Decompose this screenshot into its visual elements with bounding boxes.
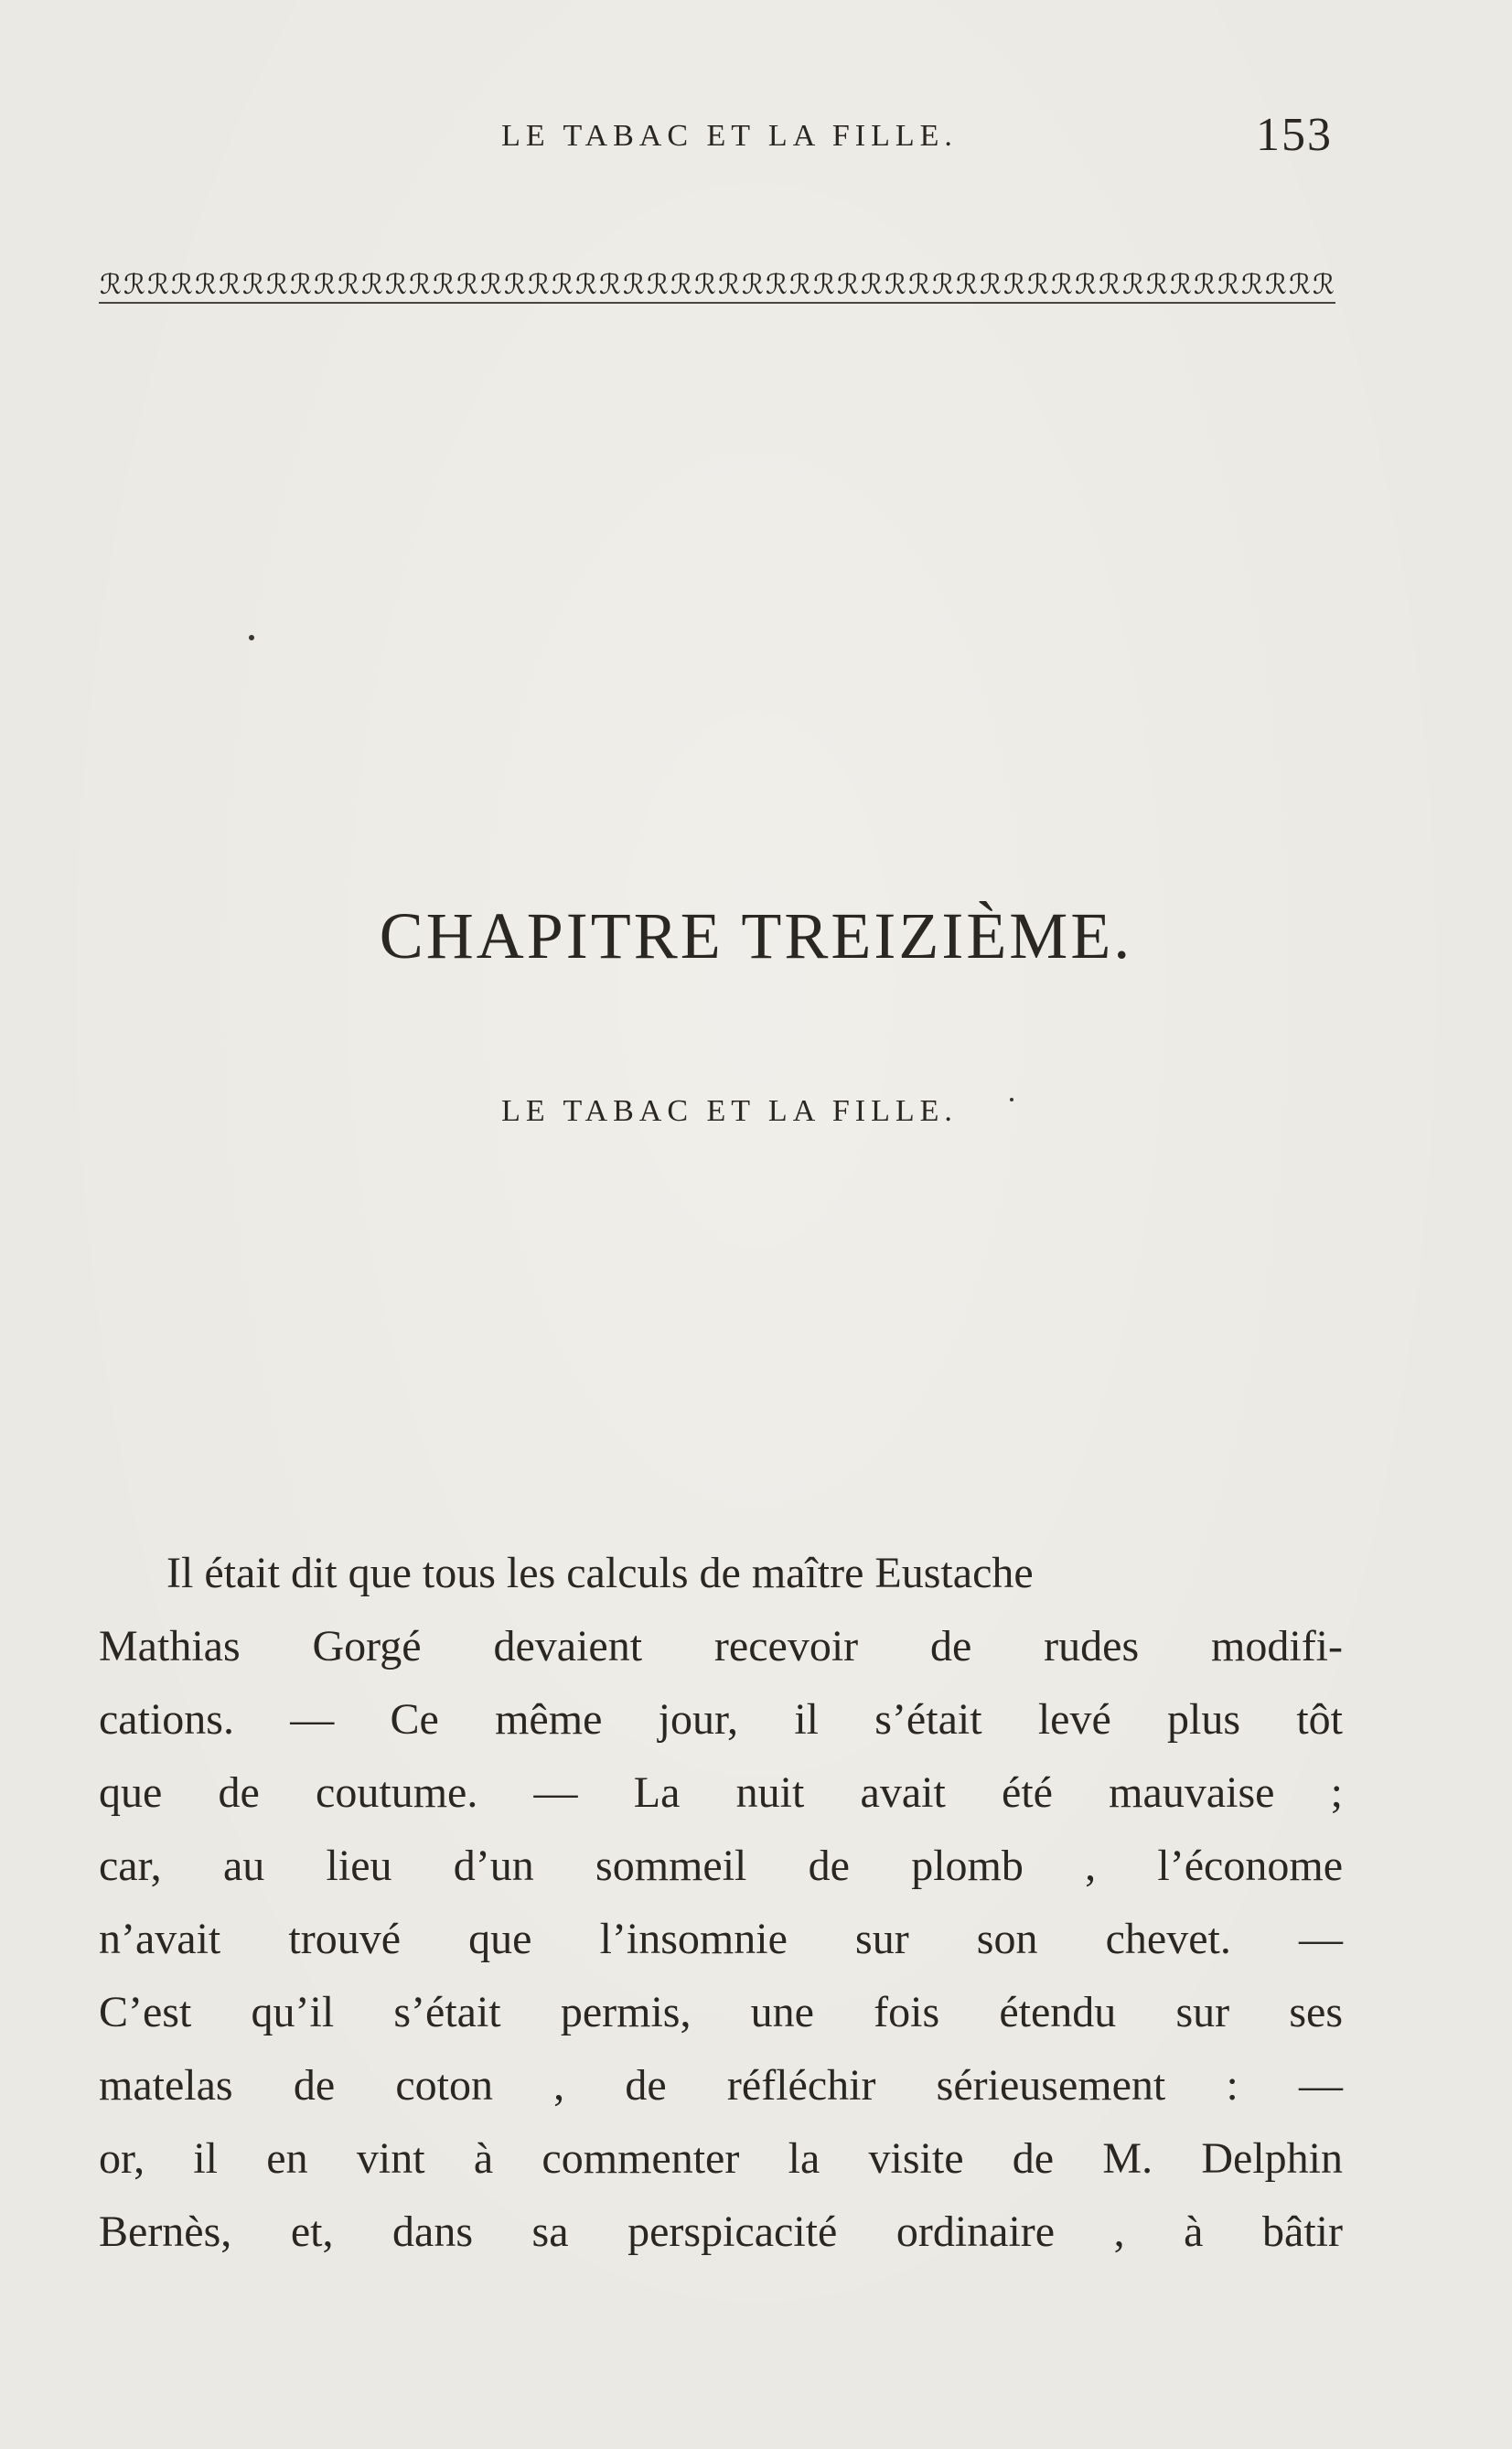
- ornament-glyph: ℛ: [385, 270, 407, 300]
- text-line: n’avait trouvé que l’insomnie sur son chevet. —: [99, 1915, 1343, 1963]
- text-line: Il était dit que tous les calculs de maître Eustache: [166, 1549, 1034, 1597]
- ornament-glyph: ℛ: [694, 270, 716, 300]
- chapter-subtitle: LE TABAC ET LA FILLE.: [501, 1094, 958, 1128]
- ornament-glyph: ℛ: [290, 270, 312, 300]
- ornament-glyph: ℛ: [575, 270, 597, 300]
- ornament-glyph: ℛ: [956, 270, 978, 300]
- ornament-glyph: ℛ: [1313, 270, 1335, 300]
- page-number: 153: [1256, 109, 1333, 161]
- running-head: [0, 108, 1512, 163]
- text-line: cations. — Ce même jour, il s’était levé plus tôt: [99, 1695, 1343, 1744]
- ornament-glyph: ℛ: [100, 270, 122, 300]
- ornamental-border: [99, 267, 1335, 304]
- ornament-glyph: ℛ: [1241, 270, 1263, 300]
- ornament-glyph: ℛ: [623, 270, 645, 300]
- ornament-glyph: ℛ: [528, 270, 550, 300]
- ornament-glyph: ℛ: [980, 270, 1002, 300]
- ornament-glyph: ℛ: [552, 270, 574, 300]
- ornament-glyph: ℛ: [409, 270, 431, 300]
- text-line: C’est qu’il s’était permis, une fois étendu sur ses: [99, 1988, 1343, 2036]
- ornament-glyph: ℛ: [1003, 270, 1025, 300]
- ornament-glyph: ℛ: [837, 270, 859, 300]
- ornament-glyph: ℛ: [219, 270, 241, 300]
- ornament-glyph: ℛ: [242, 270, 264, 300]
- ornament-glyph: ℛ: [1122, 270, 1144, 300]
- ornament-glyph: ℛ: [789, 270, 811, 300]
- ink-speck: [249, 635, 254, 640]
- ornament-glyph: ℛ: [647, 270, 669, 300]
- text-line: Bernès, et, dans sa perspicacité ordinaire , à bâtir: [99, 2207, 1343, 2256]
- ornament-glyph: ℛ: [504, 270, 526, 300]
- ornament-glyph: ℛ: [766, 270, 788, 300]
- ornament-glyph: ℛ: [1265, 270, 1287, 300]
- ornament-glyph: ℛ: [338, 270, 359, 300]
- text-line: or, il en vint à commenter la visite de M. Delphin: [99, 2134, 1343, 2183]
- ornament-glyph: ℛ: [1099, 270, 1121, 300]
- text-line: Mathias Gorgé devaient recevoir de rudes modifi-: [99, 1622, 1343, 1670]
- running-title: LE TABAC ET LA FILLE.: [501, 119, 958, 153]
- ornament-glyph: ℛ: [147, 270, 169, 300]
- text-line: que de coutume. — La nuit avait été mauvaise ;: [99, 1768, 1343, 1817]
- ornament-glyph: ℛ: [1051, 270, 1073, 300]
- text-line: car, au lieu d’un sommeil de plomb , l’économe: [99, 1842, 1343, 1890]
- ornament-glyph: ℛ: [1289, 270, 1311, 300]
- ornament-glyph: ℛ: [433, 270, 455, 300]
- ornament-glyph: ℛ: [861, 270, 883, 300]
- ornament-glyph: ℛ: [1170, 270, 1192, 300]
- ornament-rule: [99, 302, 1335, 304]
- ornament-glyph: ℛ: [171, 270, 193, 300]
- ink-speck: [1010, 1098, 1013, 1101]
- text-line: matelas de coton , de réfléchir sérieusement : —: [99, 2061, 1343, 2110]
- ornament-glyph: ℛ: [813, 270, 835, 300]
- ornament-glyph: ℛ: [599, 270, 621, 300]
- ornament-glyph: ℛ: [1075, 270, 1097, 300]
- ornament-glyph: ℛ: [1027, 270, 1049, 300]
- ornament-glyph: ℛ: [456, 270, 478, 300]
- ornament-glyph: ℛ: [932, 270, 954, 300]
- ornament-glyph: ℛ: [1217, 270, 1239, 300]
- ornament-glyph: ℛ: [1194, 270, 1216, 300]
- body-paragraph: [99, 1537, 1343, 2269]
- ornament-glyph: ℛ: [908, 270, 930, 300]
- ornament-glyph: ℛ: [266, 270, 288, 300]
- ornament-glyph: ℛ: [885, 270, 906, 300]
- ornament-glyph: ℛ: [718, 270, 740, 300]
- chapter-title: CHAPITRE TREIZIÈME.: [379, 899, 1133, 972]
- ornament-glyph: ℛ: [670, 270, 692, 300]
- ornament-glyph: ℛ: [742, 270, 764, 300]
- ornament-glyph: ℛ: [480, 270, 502, 300]
- ornament-glyph: ℛ: [195, 270, 217, 300]
- ornament-glyph: ℛ: [1146, 270, 1168, 300]
- ornament-glyph: ℛ: [314, 270, 336, 300]
- ornament-glyph: ℛ: [123, 270, 145, 300]
- ornament-glyph: ℛ: [361, 270, 383, 300]
